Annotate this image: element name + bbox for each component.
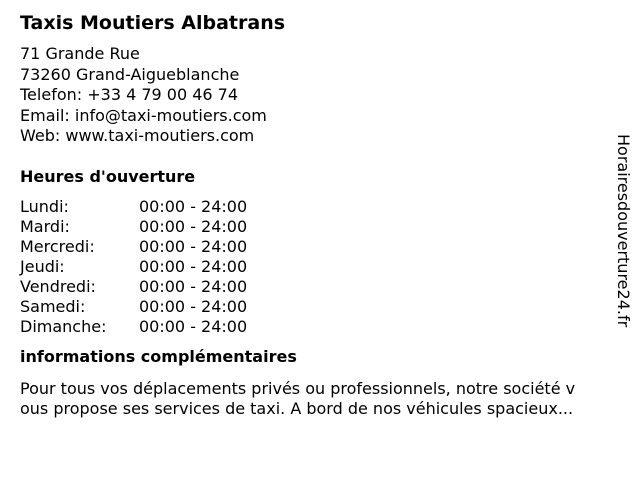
email-line: Email: info@taxi-moutiers.com <box>20 105 267 125</box>
hours-day: Mardi: <box>20 216 70 236</box>
hours-time: 00:00 - 24:00 <box>139 256 248 276</box>
hours-time: 00:00 - 24:00 <box>139 196 248 216</box>
hours-day: Dimanche: <box>20 316 107 336</box>
hours-table <box>20 197 624 337</box>
street-address: 71 Grande Rue <box>20 44 140 63</box>
business-card <box>20 11 624 420</box>
hours-row <box>20 237 624 257</box>
hours-row <box>20 257 624 277</box>
description-text <box>20 379 624 420</box>
hours-time: 00:00 - 24:00 <box>139 276 248 296</box>
description-line-1: Pour tous vos déplacements privés ou professionnels, notre société v <box>20 378 576 398</box>
hours-day: Jeudi: <box>20 256 65 276</box>
hours-row <box>20 197 624 217</box>
hours-time: 00:00 - 24:00 <box>139 316 248 336</box>
hours-day: Lundi: <box>20 196 69 216</box>
description-line-2: ous propose ses services de taxi. A bord de nos véhicules spacieux... <box>20 399 574 418</box>
phone-line: Telefon: +33 4 79 00 46 74 <box>20 85 239 104</box>
hours-time: 00:00 - 24:00 <box>139 236 248 256</box>
hours-day: Mercredi: <box>20 236 95 256</box>
hours-day: Vendredi: <box>20 276 96 296</box>
city-address: 73260 Grand-Aigueblanche <box>20 64 240 84</box>
site-watermark: Horairesdouverture24.fr <box>614 134 633 328</box>
hours-day: Samedi: <box>20 296 86 316</box>
hours-row <box>20 217 624 237</box>
business-name: Taxis Moutiers Albatrans <box>20 12 286 34</box>
hours-row <box>20 297 624 317</box>
hours-time: 00:00 - 24:00 <box>139 296 248 316</box>
hours-row <box>20 317 624 337</box>
hours-row <box>20 277 624 297</box>
hours-heading: Heures d'ouverture <box>20 166 196 186</box>
address-block <box>20 44 624 147</box>
info-heading: informations complémentaires <box>20 346 297 366</box>
hours-time: 00:00 - 24:00 <box>139 216 248 236</box>
web-line: Web: www.taxi-moutiers.com <box>20 126 255 145</box>
